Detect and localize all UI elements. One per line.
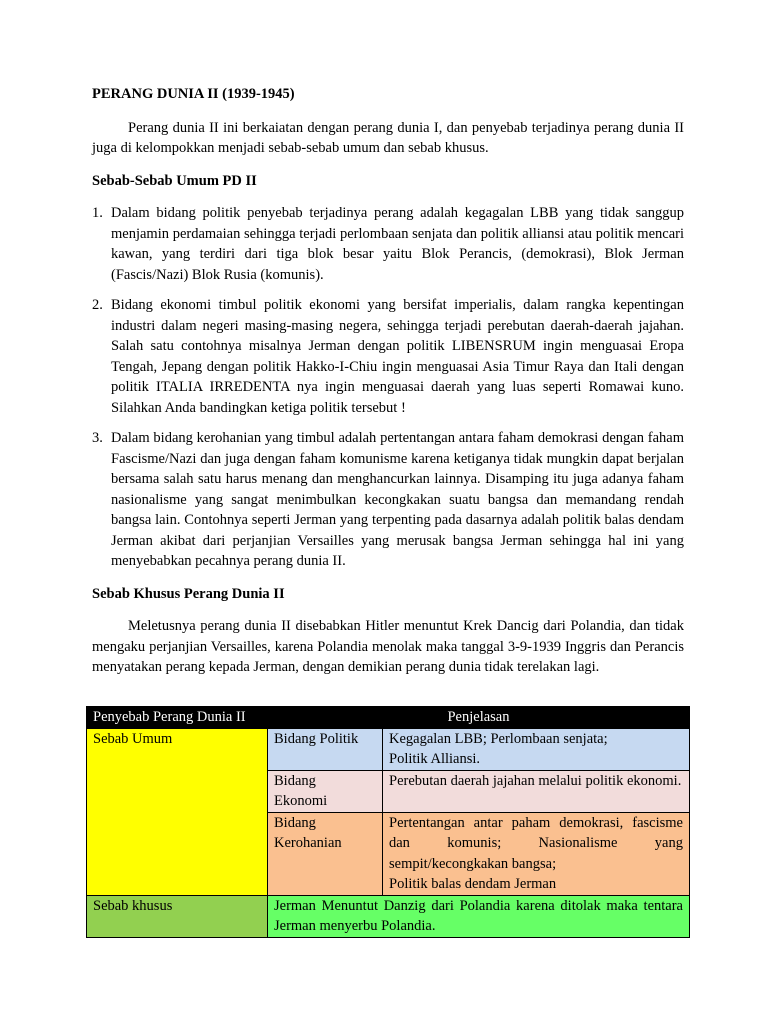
intro-paragraph: Perang dunia II ini berkaiatan dengan perang dunia I, dan penyebab terjadinya perang dunia II juga di kelompokkan menjadi sebab-sebab umum dan sebab khusus. xyxy=(92,119,684,156)
explanation-line: Pertentangan antar paham demokrasi, fascisme dan komunis; Nasionalisme yang sempit/kecongkakan bangsa; xyxy=(389,814,683,872)
causes-list xyxy=(92,203,684,572)
list-item xyxy=(92,203,684,285)
explanation-line: Politik balas dendam Jerman xyxy=(389,876,557,892)
list-item-text: Dalam bidang politik penyebab terjadinya perang adalah kegagalan LBB yang tidak sanggup menjamin perdamaian sehingga terjadi perlombaan senjata dan politik alliansi atau politik mencari kawan, yang terdiri dari tiga blok besar yaitu Blok Perancis, (demokrasi), Blok Jerman (Fascis/Nazi) Blok Rusia (komunis). xyxy=(111,205,684,283)
table-row xyxy=(87,895,690,937)
bidang-label: Ekonomi xyxy=(274,793,328,809)
explanation-line: Politik Alliansi. xyxy=(389,751,481,767)
section-heading-umum: Sebab-Sebab Umum PD II xyxy=(92,172,257,189)
explanation-line: Perebutan daerah jajahan melalui politik ekonomi. xyxy=(389,772,682,789)
list-number: 3. xyxy=(92,430,103,446)
table-header-explanation: Penjelasan xyxy=(268,707,690,729)
bidang-cell xyxy=(268,728,383,770)
bidang-label: Kerohanian xyxy=(274,835,342,851)
list-item-text: Dalam bidang kerohanian yang timbul adalah pertentangan antara faham demokrasi dengan faham Fascisme/Nazi dan juga dengan faham komunisme karena ketiganya tidak mungkin dapat berjalan bersama salah satu harus menang dan menghancurkan lainnya. Disamping itu juga adanya faham nasionalisme yang sangat menimbulkan kecongkakan suatu bangsa dan memandang rendah bangsa lain. Contohnya seperti Jerman yang terpenting pada dasarnya adalah politik balas dendam Jerman akibat dari perjanjian Versailles yang merusak bangsa Jerman sehingga hal ini yang menyebabkan pecahnya perang dunia II. xyxy=(111,430,684,569)
table-row xyxy=(87,728,690,770)
document-body xyxy=(92,84,684,690)
list-number: 1. xyxy=(92,205,103,221)
explanation-cell xyxy=(383,770,690,812)
khusus-paragraph: Meletusnya perang dunia II disebabkan Hitler menuntut Krek Dancig dari Polandia, dan tidak mengaku perjanjian Versailles, karena Polandia menolak maka tanggal 3-9-1939 Inggris dan Perancis menyatakan perang kepada Jerman, dengan demikian perang dunia tidak terelakan lagi. xyxy=(92,618,684,675)
explanation-cell xyxy=(383,728,690,770)
list-item xyxy=(92,295,684,418)
explanation-line: Kegagalan LBB; Perlombaan senjata; xyxy=(389,730,608,747)
section-heading-khusus: Sebab Khusus Perang Dunia II xyxy=(92,585,285,602)
page-title: PERANG DUNIA II (1939-1945) xyxy=(92,86,295,102)
khusus-explanation-cell: Jerman Menuntut Danzig dari Polandia karena ditolak maka tentara Jerman menyerbu Polandia. xyxy=(268,895,690,937)
bidang-cell xyxy=(268,812,383,895)
bidang-label: Bidang Politik xyxy=(274,730,359,747)
bidang-cell xyxy=(268,770,383,812)
table-header-cause: Penyebab Perang Dunia II xyxy=(87,707,268,729)
sebab-khusus-cell: Sebab khusus xyxy=(87,895,268,937)
list-number: 2. xyxy=(92,297,103,313)
list-item-text: Bidang ekonomi timbul politik ekonomi yang bersifat imperialis, dalam rangka kepentingan industri dalam negeri masing-masing negera, sehingga terjadi perebutan daerah-daerah jajahan. Salah satu contohnya misalnya Jerman dengan politik LIBENSRUM ingin menguasai Eropa Tengah, Jepang dengan politik Hakko-I-Chiu ingin menguasai Asia Timur Raya dan Itali dengan politik ITALIA IRREDENTA nya ingin menguasai daerah yang luas seperti Romawai kuno. Silahkan Anda bandingkan ketiga politik tersebut ! xyxy=(111,297,684,416)
sebab-umum-cell: Sebab Umum xyxy=(87,728,268,895)
bidang-label: Bidang xyxy=(274,772,316,789)
bidang-label: Bidang xyxy=(274,814,316,831)
explanation-cell xyxy=(383,812,690,895)
table-header-row xyxy=(87,707,690,729)
summary-table xyxy=(86,706,690,938)
list-item xyxy=(92,428,684,572)
